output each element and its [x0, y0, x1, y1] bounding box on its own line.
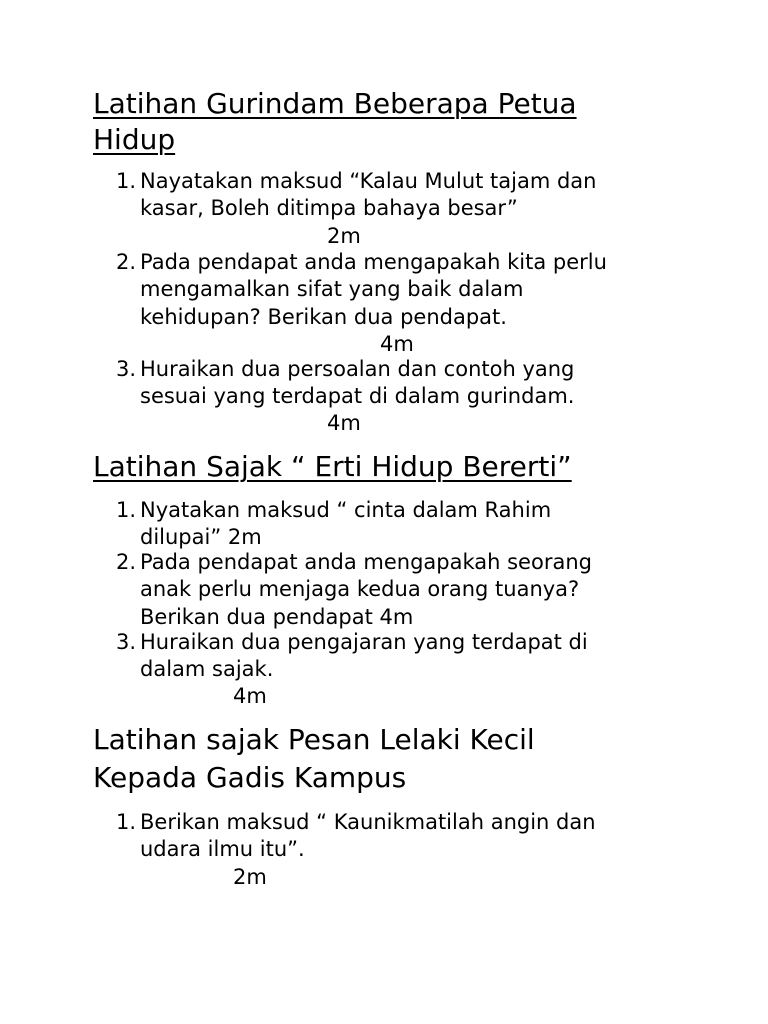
question-2-3-mark: 4m: [233, 684, 267, 708]
question-text-line: Nyatakan maksud “ cinta dalam Rahim: [140, 498, 552, 522]
question-text-line: Berikan dua pendapat 4m: [140, 604, 414, 629]
question-text-line: Berikan maksud “ Kaunikmatilah angin dan: [140, 810, 596, 834]
question-number: 3.: [116, 630, 137, 654]
question-text-line: mengamalkan sifat yang baik dalam: [140, 277, 524, 302]
question-1-3: [116, 356, 574, 411]
question-number: 2.: [116, 250, 137, 274]
question-1-2: [116, 249, 607, 331]
question-text-line: anak perlu menjaga kedua orang tuanya?: [140, 577, 580, 602]
question-text-line: kasar, Boleh ditimpa bahaya besar”: [140, 196, 518, 221]
section-3-title-line-1: Latihan sajak Pesan Lelaki Kecil: [93, 723, 535, 756]
question-text-line: Pada pendapat anda mengapakah kita perlu: [140, 250, 607, 274]
question-number: 2.: [116, 550, 137, 574]
question-1-3-mark: 4m: [327, 411, 361, 435]
question-text-line: dilupai” 2m: [140, 525, 262, 550]
question-2-2: [116, 549, 592, 631]
question-1-1-mark: 2m: [327, 224, 361, 248]
question-text-line: udara ilmu itu”.: [140, 837, 305, 862]
question-text-line: Huraikan dua persoalan dan contoh yang: [140, 357, 575, 381]
question-text-line: Huraikan dua pengajaran yang terdapat di: [140, 630, 588, 654]
question-text-line: Pada pendapat anda mengapakah seorang: [140, 550, 592, 574]
question-3-1-mark: 2m: [233, 865, 267, 889]
question-text-line: sesuai yang terdapat di dalam gurindam.: [140, 384, 575, 409]
question-3-1: [116, 809, 596, 864]
question-number: 1.: [116, 810, 137, 834]
question-2-1: [116, 497, 551, 552]
section-3-title-line-2: Kepada Gadis Kampus: [93, 761, 407, 794]
question-1-1: [116, 168, 596, 223]
section-1-title-line-1: Latihan Gurindam Beberapa Petua: [93, 87, 577, 120]
question-1-2-mark: 4m: [380, 332, 414, 356]
question-number: 1.: [116, 498, 137, 522]
question-text-line: Nayatakan maksud “Kalau Mulut tajam dan: [140, 169, 597, 193]
question-number: 1.: [116, 169, 137, 193]
question-text-line: kehidupan? Berikan dua pendapat.: [140, 304, 507, 329]
question-text-line: dalam sajak.: [140, 657, 274, 682]
question-2-3: [116, 629, 588, 684]
question-number: 3.: [116, 357, 137, 381]
section-2-title: Latihan Sajak “ Erti Hidup Bererti”: [93, 450, 572, 483]
section-1-title-line-2: Hidup: [93, 123, 176, 156]
